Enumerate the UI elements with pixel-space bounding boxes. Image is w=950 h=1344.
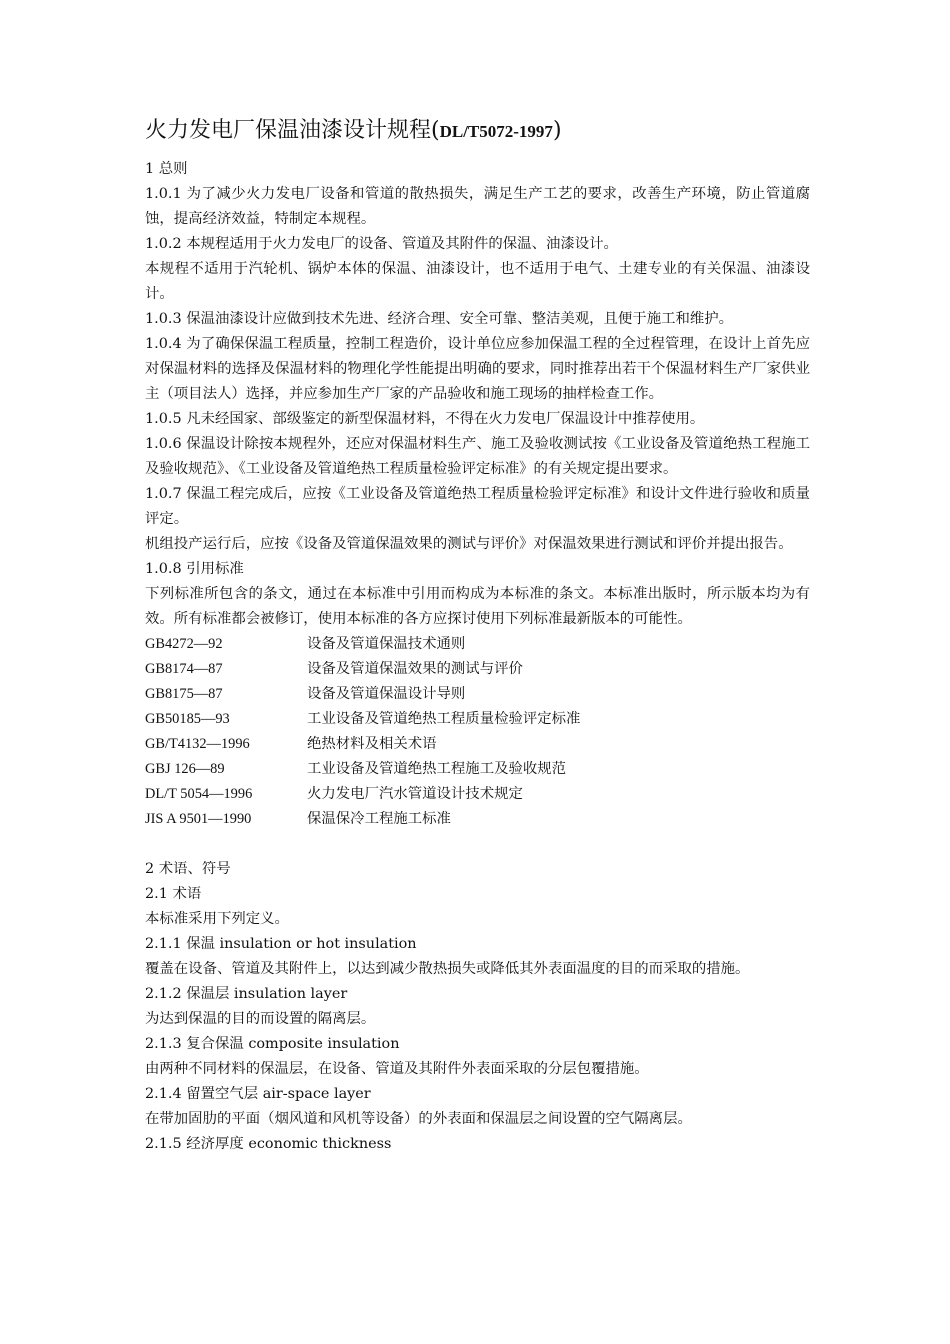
document-title xyxy=(145,116,810,147)
reference-title: 设备及管道保温技术通则 xyxy=(307,636,466,652)
reference-row xyxy=(145,757,810,782)
reference-title: 绝热材料及相关术语 xyxy=(307,736,437,752)
term-2-1-3: 2.1.3 复合保温 composite insulation xyxy=(145,1036,400,1052)
term-2-1-1-definition: 覆盖在设备、管道及其附件上，以达到减少散热损失或降低其外表面温度的目的而采取的措施。 xyxy=(145,961,750,977)
section-2-heading: 2 术语、符号 xyxy=(145,861,231,877)
clause-1-0-7: 1.0.7 保温工程完成后，应按《工业设备及管道绝热工程质量检验评定标准》和设计文件进行验收和质量评定。 xyxy=(145,486,810,527)
reference-row xyxy=(145,632,810,657)
reference-row xyxy=(145,682,810,707)
title-close: ) xyxy=(552,118,562,143)
reference-title: 保温保冷工程施工标准 xyxy=(307,811,451,827)
clause-1-0-3: 1.0.3 保温油漆设计应做到技术先进、经济合理、安全可靠、整洁美观，且便于施工和维护。 xyxy=(145,311,734,327)
reference-code: DL/T 5054—1996 xyxy=(145,786,253,802)
clause-1-0-2-note: 本规程不适用于汽轮机、锅炉本体的保温、油漆设计，也不适用于电气、土建专业的有关保温、油漆设计。 xyxy=(145,261,810,302)
reference-code: JIS A 9501—1990 xyxy=(145,811,252,827)
clause-1-0-6: 1.0.6 保温设计除按本规程外，还应对保温材料生产、施工及验收测试按《工业设备及管道绝热工程施工及验收规范》、《工业设备及管道绝热工程质量检验评定标准》的有关规定提出要求。 xyxy=(145,436,810,477)
reference-code: GB8175—87 xyxy=(145,686,223,702)
reference-code: GBJ 126—89 xyxy=(145,761,225,777)
reference-row xyxy=(145,807,810,832)
section-1-heading: 1 总则 xyxy=(145,161,188,177)
clause-1-0-5: 1.0.5 凡未经国家、部级鉴定的新型保温材料，不得在火力发电厂保温设计中推荐使用。 xyxy=(145,411,705,427)
document-page xyxy=(145,116,810,1157)
spacer xyxy=(145,832,810,857)
clause-1-0-4: 1.0.4 为了确保保温工程质量，控制工程造价，设计单位应参加保温工程的全过程管理，在设计上首先应对保温材料的选择及保温材料的物理化学性能提出明确的要求，同时推荐出若干个保温材料生产厂家供业主（项目法人）选择，并应参加生产厂家的产品验收和施工现场的抽样检查工作。 xyxy=(145,336,810,402)
reference-row xyxy=(145,732,810,757)
section-2-1-intro: 本标准采用下列定义。 xyxy=(145,911,289,927)
term-2-1-4: 2.1.4 留置空气层 air-space layer xyxy=(145,1086,371,1102)
term-2-1-4-definition: 在带加固肋的平面（烟风道和风机等设备）的外表面和保温层之间设置的空气隔离层。 xyxy=(145,1111,692,1127)
reference-title: 设备及管道保温效果的测试与评价 xyxy=(307,661,523,677)
reference-title: 设备及管道保温设计导则 xyxy=(307,686,466,702)
reference-title: 火力发电厂汽水管道设计技术规定 xyxy=(307,786,523,802)
reference-title: 工业设备及管道绝热工程施工及验收规范 xyxy=(307,761,567,777)
reference-row xyxy=(145,657,810,682)
clause-1-0-1: 1.0.1 为了减少火力发电厂设备和管道的散热损失，满足生产工艺的要求，改善生产环境，防止管道腐蚀，提高经济效益，特制定本规程。 xyxy=(145,186,810,227)
title-code: DL/T5072-1997 xyxy=(439,122,553,141)
term-2-1-2-definition: 为达到保温的目的而设置的隔离层。 xyxy=(145,1011,376,1027)
reference-row xyxy=(145,782,810,807)
reference-code: GB/T4132—1996 xyxy=(145,736,250,752)
term-2-1-5: 2.1.5 经济厚度 economic thickness xyxy=(145,1136,392,1152)
reference-code: GB8174—87 xyxy=(145,661,223,677)
reference-list xyxy=(145,632,810,832)
term-2-1-2: 2.1.2 保温层 insulation layer xyxy=(145,986,348,1002)
title-text: 火力发电厂保温油漆设计规程( xyxy=(145,118,440,143)
reference-row xyxy=(145,707,810,732)
term-2-1-3-definition: 由两种不同材料的保温层，在设备、管道及其附件外表面采取的分层包覆措施。 xyxy=(145,1061,649,1077)
reference-title: 工业设备及管道绝热工程质量检验评定标准 xyxy=(307,711,581,727)
clause-1-0-7-note: 机组投产运行后，应按《设备及管道保温效果的测试与评价》对保温效果进行测试和评价并提出报告。 xyxy=(145,536,793,552)
reference-code: GB4272—92 xyxy=(145,636,223,652)
term-2-1-1: 2.1.1 保温 insulation or hot insulation xyxy=(145,936,417,952)
reference-code: GB50185—93 xyxy=(145,711,230,727)
clause-1-0-8-text: 下列标准所包含的条文，通过在本标准中引用而构成为本标准的条文。本标准出版时，所示版本均为有效。所有标准都会被修订，使用本标准的各方应探讨使用下列标准最新版本的可能性。 xyxy=(145,586,810,627)
section-2-1-heading: 2.1 术语 xyxy=(145,886,202,902)
clause-1-0-8: 1.0.8 引用标准 xyxy=(145,561,244,577)
clause-1-0-2: 1.0.2 本规程适用于火力发电厂的设备、管道及其附件的保温、油漆设计。 xyxy=(145,236,618,252)
